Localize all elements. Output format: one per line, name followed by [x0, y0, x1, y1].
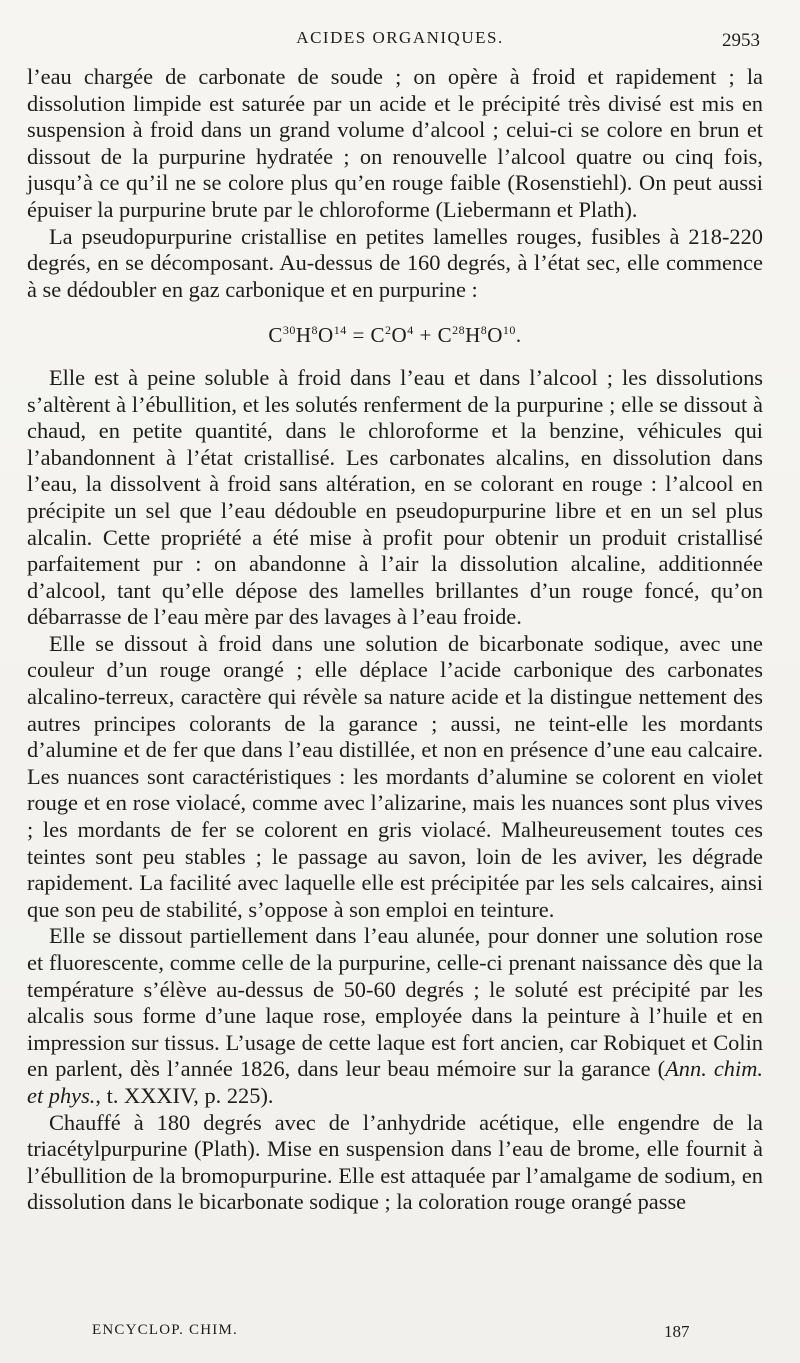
running-head — [0, 28, 800, 58]
citation: Ann. chim. et phys. — [27, 1056, 763, 1108]
body-text — [27, 64, 763, 1216]
page-number: 2953 — [722, 30, 760, 51]
paragraph-1: l’eau chargée de carbonate de soude ; on opère à froid et rapidement ; la dissolution limpide est saturée par un acide et le précipité très divisé est mis en suspension à froid dans un grand volume d’alcool ; celui-ci se colore en brun et dissout de la purpurine hydratée ; on renouvelle l’alcool quatre ou cinq fois, jusqu’à ce qu’il ne se colore plus qu’en rouge faible (Rosenstiehl). On peut aussi épuiser la purpurine brute par le chloroforme (Liebermann et Plath). — [27, 64, 763, 222]
sheet-number: 187 — [664, 1322, 690, 1341]
paragraph-4: Elle se dissout à froid dans une solution de bicarbonate sodique, avec une couleur d’un rouge orangé ; elle déplace l’acide carbonique des carbonates alcalino-terreux, caractère qui révèle sa nature acide et la distingue nettement des autres principes colorants de la garance ; aussi, ne teint-elle les mordants d’alumine et de fer que dans l’eau distillée, et non en présence d’une eau calcaire. Les nuances sont caractéristiques : les mordants d’alumine se colorent en violet rouge et en rose violacé, comme avec l’alizarine, mais les nuances sont plus vives ; les mordants de fer se colorent en gris violacé. Malheureusement toutes ces teintes sont peu stables ; le passage au savon, loin de les aviver, les dégrade rapidement. La facilité avec laquelle elle est précipitée par les sels calcaires, ainsi que son peu de stabilité, s’oppose à son emploi en teinture. — [27, 630, 763, 922]
running-title: ACIDES ORGANIQUES. — [296, 28, 504, 47]
chemical-equation: $C^{30}H^8O^{14} = C^2O^4 + C^{28}H^8O^{10}$. — [268, 323, 522, 348]
paragraph-5: Elle se dissout partiellement dans l’eau alunée, pour donner une solution rose et fluorescente, comme celle de la purpurine, celle-ci prenant naissance dès que la température s’élève au-dessus de 50-60 degrés ; le soluté est précipité par les alcalis sous forme d’une laque rose, employée dans la peinture à l’huile et en impression sur tissus. L’usage de cette laque est fort ancien, car Robiquet et Colin en parlent, dès l’année 1826, dans leur beau mémoire sur la garance (Ann. chim. et phys., t. XXXIV, p. 225). — [27, 923, 763, 1108]
signature-mark: ENCYCLOP. CHIM. — [92, 1322, 238, 1338]
page-footer — [0, 1322, 800, 1346]
paragraph-3: Elle est à peine soluble à froid dans l’eau et dans l’alcool ; les dissolutions s’altèrent à l’ébullition, et les solutés renferment de la purpurine ; elle se dissout à chaud, en petite quantité, dans le chloroforme et la benzine, véhicules qui l’abandonnent à l’état cristallisé. Les carbonates alcalins, en dissolution dans l’eau, la dissolvent à froid sans altération, en se colorant en rouge : l’alcool en précipite un sel que l’eau dédouble en pseudopurpurine libre et en un sel plus alcalin. Cette propriété a été mise à profit pour obtenir un produit cristallisé parfaitement pur : on abandonne à l’air la dissolution alcaline, additionnée d’alcool, tant qu’elle dépose des lamelles brillantes d’un rouge foncé, qu’on débarrasse de l’eau mère par des lavages à l’eau froide. — [27, 364, 763, 630]
paragraph-2: La pseudopurpurine cristallise en petites lamelles rouges, fusibles à 218-220 degrés, en se décomposant. Au-dessus de 160 degrés, à l’état sec, elle commence à se dédoubler en gaz carbonique et en purpurine : — [27, 223, 763, 302]
paragraph-6: Chauffé à 180 degrés avec de l’anhydride acétique, elle engendre de la triacétylpurpurine (Plath). Mise en suspension dans l’eau de brome, elle fournit à l’ébullition de la bromopurpurine. Elle est attaquée par l’amalgame de sodium, en dissolution dans le bicarbonate sodique ; la coloration rouge orangé passe — [27, 1109, 763, 1215]
